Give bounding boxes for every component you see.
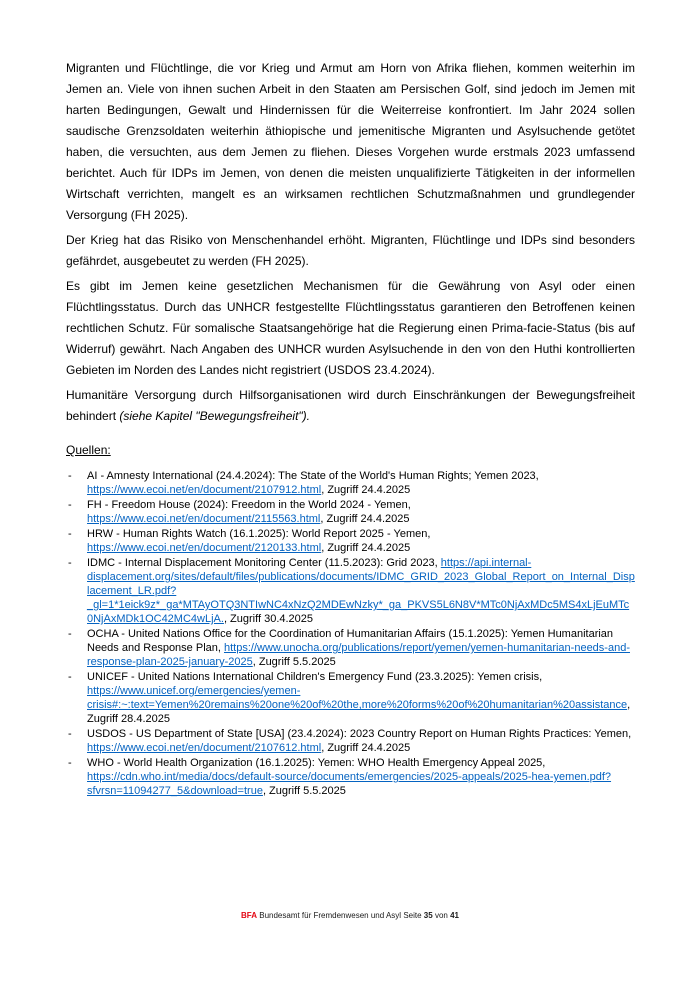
source-item	[66, 627, 635, 669]
text-run: Es gibt im Jemen keine gesetzlichen Mechanismen für die Gewährung von Asyl oder einen Flüchtlingsstatus. Durch das UNHCR festgestellte Flüchtlingsstatus garantieren den Betroffenen keinen rechtlichen Schutz. Für somalische Staatsangehörige hat die Regierung einen Prima-facie-Status (bis auf Widerruf) gewährt. Nach Angaben des UNHCR wurden Asylsuchende in den von den Huthi kontrollierten Gebieten im Norden des Landes nicht registriert (USDOS 23.4.2024).	[66, 279, 635, 377]
paragraph	[66, 58, 635, 226]
text-run: UNICEF - United Nations International Children's Emergency Fund (23.3.2025): Yemen crisis,	[87, 671, 543, 683]
footer-page-label: Seite	[403, 911, 422, 920]
body-paragraphs	[66, 58, 635, 427]
source-link[interactable]: https://cdn.who.int/media/docs/default-source/documents/emergencies/2025-appeals/2025-hea-yemen.pdf?sfvrsn=11094277_5&download=true	[87, 771, 612, 797]
text-run: Migranten und Flüchtlinge, die vor Krieg und Armut am Horn von Afrika fliehen, kommen weiterhin im Jemen an. Viele von ihnen suchen Arbeit in den Staaten am Persischen Golf, sind jedoch im Jemen mit harten Bedingungen, Gewalt und Hindernissen für die Weiterreise konfrontiert. Im Jahr 2024 sollen saudische Grenzsoldaten weiterhin äthiopische und jemenitische Migranten und Asylsuchende getötet haben, die versuchten, aus dem Jemen zu fliehen. Dieses Vorgehen wurde erstmals 2023 umfassend berichtet. Auch für IDPs im Jemen, von denen die meisten unqualifizierte Tätigkeiten in der informellen Wirtschaft verrichten, mangelt es an wirksamen rechtlichen Schutzmaßnahmen und grundlegender Versorgung (FH 2025).	[66, 61, 635, 222]
text-run: , Zugriff 30.4.2025	[223, 613, 314, 625]
paragraph	[66, 385, 635, 427]
source-item	[66, 670, 635, 726]
bullet-dash: -	[68, 499, 72, 511]
source-link[interactable]: https://www.ecoi.net/en/document/2115563.html	[87, 513, 321, 525]
source-item	[66, 756, 635, 798]
text-run: USDOS - US Department of State [USA] (23.4.2024): 2023 Country Report on Human Rights Practices: Yemen,	[87, 728, 632, 740]
sources-heading-row	[66, 441, 635, 459]
text-run: Der Krieg hat das Risiko von Menschenhandel erhöht. Migranten, Flüchtlinge und IDPs sind besonders gefährdet, ausgebeutet zu werden (FH 2025).	[66, 233, 635, 268]
text-run: WHO - World Health Organization (16.1.2025): Yemen: WHO Health Emergency Appeal 2025,	[87, 757, 546, 769]
text-run: IDMC - Internal Displacement Monitoring Center (11.5.2023): Grid 2023,	[87, 557, 441, 569]
source-item	[66, 556, 635, 626]
text-run: , Zugriff 24.4.2025	[321, 484, 411, 496]
source-link[interactable]: https://www.ecoi.net/en/document/2107612.html	[87, 742, 322, 754]
paragraph	[66, 276, 635, 381]
text-run: , Zugriff 24.4.2025	[321, 742, 411, 754]
source-link[interactable]: https://www.unicef.org/emergencies/yemen-crisis#:~:text=Yemen%20remains%20one%20of%20the,more%20forms%20of%20humanitarian%20assistance	[87, 685, 628, 711]
paragraph	[66, 230, 635, 272]
source-link[interactable]: https://api.internal-displacement.org/sites/default/files/publications/documents/IDMC_GRID_2023_Global_Report_on_Internal_Displacement_LR.pdf?_gl=1*1eick9z*_ga*MTAyOTQ3NTIwNC4xNzQ2MDEwNzky*_ga_PKVS5L6N8V*MTc0NjAxMDc5MS4xLjEuMTc0NjAxMDk1OC42MC4wLjA.	[87, 557, 635, 625]
sources-heading: Quellen:	[66, 443, 111, 457]
bullet-dash: -	[68, 728, 72, 740]
page-footer	[0, 911, 700, 920]
text-run: , Zugriff 28.4.2025	[87, 699, 631, 725]
bullet-dash: -	[68, 628, 72, 640]
footer-page-total: 41	[450, 911, 459, 920]
text-run: OCHA - United Nations Office for the Coordination of Humanitarian Affairs (15.1.2025): Yemen Humanitarian Needs and Response Plan,	[87, 628, 614, 654]
text-italic: (siehe Kapitel "Bewegungsfreiheit").	[119, 409, 310, 423]
text-run: , Zugriff 24.4.2025	[320, 513, 410, 525]
page-content	[66, 58, 635, 799]
text-run: FH - Freedom House (2024): Freedom in the World 2024 - Yemen,	[87, 499, 411, 511]
bullet-dash: -	[68, 671, 72, 683]
text-run: , Zugriff 5.5.2025	[252, 656, 336, 668]
bullet-dash: -	[68, 470, 72, 482]
bullet-dash: -	[68, 528, 72, 540]
text-run: , Zugriff 5.5.2025	[262, 785, 346, 797]
source-link[interactable]: https://www.ecoi.net/en/document/2120133.html	[87, 542, 322, 554]
text-run: Humanitäre Versorgung durch Hilfsorganisationen wird durch Einschränkungen der Bewegungsfreiheit behindert	[66, 388, 635, 423]
text-run: AI - Amnesty International (24.4.2024): The State of the World's Human Rights; Yemen 2023,	[87, 470, 539, 482]
text-run: HRW - Human Rights Watch (16.1.2025): World Report 2025 - Yemen,	[87, 528, 431, 540]
bullet-dash: -	[68, 757, 72, 769]
footer-page-of: von	[434, 911, 448, 920]
source-link[interactable]: https://www.unocha.org/publications/report/yemen/yemen-humanitarian-needs-and-response-plan-2025-january-2025	[87, 642, 630, 668]
source-item	[66, 527, 635, 555]
source-link[interactable]: https://www.ecoi.net/en/document/2107912.html	[87, 484, 322, 496]
footer-page-current: 35	[423, 911, 433, 920]
footer-brand-bfa: BFA	[241, 911, 257, 920]
sources-list	[66, 469, 635, 798]
source-item	[66, 469, 635, 497]
bullet-dash: -	[68, 557, 72, 569]
source-item	[66, 498, 635, 526]
footer-org-name: Bundesamt für Fremdenwesen und Asyl	[259, 911, 402, 920]
source-item	[66, 727, 635, 755]
text-run: , Zugriff 24.4.2025	[321, 542, 411, 554]
